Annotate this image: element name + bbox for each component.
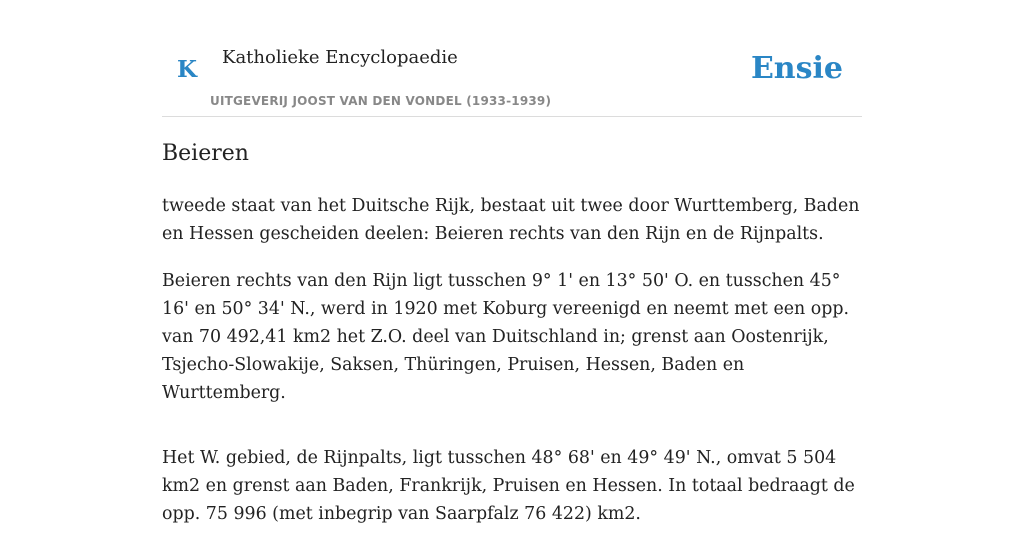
publisher-label: UITGEVERIJ JOOST VAN DEN VONDEL (1933-1939): [210, 94, 552, 108]
site-header: [162, 0, 862, 117]
page: [162, 0, 862, 524]
encyclopedia-logo[interactable]: K: [177, 56, 197, 83]
entry-paragraph: Het W. gebied, de Rijnpalts, ligt tusschen 48° 68' en 49° 49' N., omvat 5 504 km2 en grenst aan Baden, Frankrijk, Pruisen en Hessen. In totaal bedraagt de opp. 75 996 (met inbegrip van Saarpfalz 76 422) km2.: [162, 448, 855, 524]
entry-paragraph: Beieren rechts van den Rijn ligt tusschen 9° 1' en 13° 50' O. en tusschen 45° 16' en 50° 34' N., werd in 1920 met Koburg vereenigd en neemt met een opp. van 70 492,41 km2 het Z.O. deel van Duitschland in; grenst aan Oostenrijk, Tsjecho-Slowakije, Saksen, Thüringen, Pruisen, Hessen, Baden en Wurttemberg.: [162, 271, 850, 403]
entry-paragraph: tweede staat van het Duitsche Rijk, bestaat uit twee door Wurttemberg, Baden en Hessen gescheiden deelen: Beieren rechts van den Rijn en de Rijnpalts.: [162, 196, 860, 244]
encyclopedia-title-link[interactable]: Katholieke Encyclopaedie: [222, 47, 458, 68]
entry-body: [162, 192, 862, 547]
ensie-logo-link[interactable]: Ensie: [750, 51, 843, 86]
entry-title: Beieren: [162, 141, 249, 166]
